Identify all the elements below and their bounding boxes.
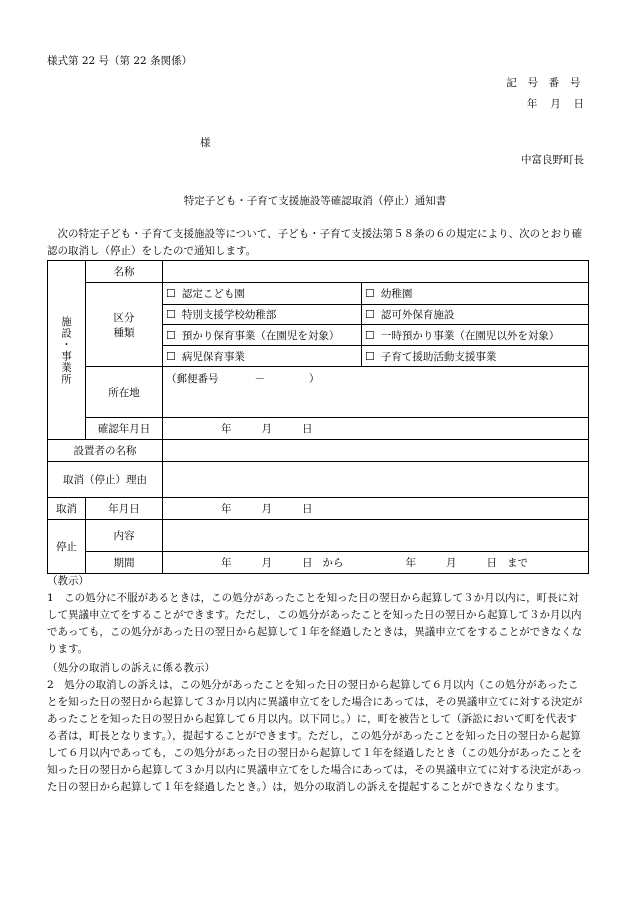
category-option[interactable]: ☐ 子育て援助活動支援事業 xyxy=(362,346,589,367)
document-title: 特定子ども・子育て支援施設等確認取消（停止）通知書 xyxy=(183,195,447,207)
checkbox-icon: ☐ xyxy=(365,308,375,321)
category-option[interactable]: ☐ 幼稚園 xyxy=(362,283,589,305)
notice-table xyxy=(47,260,589,574)
checkbox-icon: ☐ xyxy=(166,328,176,342)
notes-body-2: 2 処分の取消しの訴えは，この処分があったことを知った日の翌日から起算して６月以内（この処分があったことを知った日の翌日から起算して３か月以内に異議申立てをした場合にあっては，その異議申立てに対する決定があったことを知った日の翌日から起算して６月以内。以下同じ。）に，町を被告として（訴訟において町を代表する者は，町長となります。），提起することができます。ただし，この処分があったことを知った日の翌日から起算して６月以内であっても，この処分があった日の翌日から起算して１年を経過したとき（この処分があったことを知った日の翌日から起算して３か月以内に異議申立てをした場合にあっては，その異議申立てに対する決定があった日の翌日から起算して１年を経過したとき。）は，処分の取消しの訴えを提起することができなくなります。 xyxy=(47,679,583,793)
addressee: 様 xyxy=(200,137,211,149)
name-label: 名称 xyxy=(86,261,163,283)
reason-label: 取消（停止）理由 xyxy=(48,462,163,498)
location-value[interactable]: （郵便番号 － ） xyxy=(163,367,589,418)
category-option[interactable]: ☐ 認可外保育施設 xyxy=(362,305,589,325)
content-label: 内容 xyxy=(86,520,163,552)
location-label: 所在地 xyxy=(86,367,163,418)
issuer: 中富良野町長 xyxy=(521,154,584,166)
facility-header: 施設・事業所 xyxy=(48,261,86,440)
cancel-date-label: 年月日 xyxy=(86,498,163,520)
record-number: 記 号 番 号 xyxy=(506,77,584,89)
issue-date: 年 月 日 xyxy=(526,98,584,110)
content-value[interactable] xyxy=(163,520,589,552)
notes-heading-1: （教示） xyxy=(47,575,89,587)
cancel-label: 取消 xyxy=(48,498,86,520)
period-label: 期間 xyxy=(86,552,163,574)
notes-heading-2: （処分の取消しの訴えに係る教示） xyxy=(47,662,215,674)
form-number: 様式第 22 号（第 22 条関係） xyxy=(47,55,193,67)
notes-body-1: 1 この処分に不服があるときは，この処分があったことを知った日の翌日から起算して３か月以内に，町長に対して異議申立てをすることができます。ただし，この処分があったことを知った日の翌日から起算して３か月以内であっても，この処分があった日の翌日から起算して１年を経過したときは，異議申立てをすることができなくなります。 xyxy=(47,592,583,655)
category-option[interactable]: ☐ 一時預かり事業（在園児以外を対象） xyxy=(362,325,589,346)
checkbox-icon: ☐ xyxy=(365,328,375,342)
founder-value[interactable] xyxy=(163,440,589,462)
period-value[interactable]: 年 月 日 から 年 月 日 まで xyxy=(163,552,589,574)
reason-value[interactable] xyxy=(163,462,589,498)
intro-text: 次の特定子ども・子育て支援施設等について、子ども・子育て支援法第５８条の６の規定により、次のとおり確認の取消し（停止）をしたので通知します。 xyxy=(47,228,583,257)
checkbox-icon: ☐ xyxy=(166,308,176,321)
category-label: 区分 種類 xyxy=(86,283,163,367)
category-option[interactable]: ☐ 認定こども園 xyxy=(163,283,362,305)
suspend-label: 停止 xyxy=(48,520,86,574)
confirm-date-label: 確認年月日 xyxy=(86,418,163,440)
name-value[interactable] xyxy=(163,261,589,283)
checkbox-icon: ☐ xyxy=(166,287,176,300)
founder-label: 設置者の名称 xyxy=(48,440,163,462)
category-option[interactable]: ☐ 特別支援学校幼稚部 xyxy=(163,305,362,325)
checkbox-icon: ☐ xyxy=(365,287,375,300)
category-option[interactable]: ☐ 病児保育事業 xyxy=(163,346,362,367)
checkbox-icon: ☐ xyxy=(166,349,176,363)
category-option[interactable]: ☐ 預かり保育事業（在園児を対象） xyxy=(163,325,362,346)
confirm-date-value[interactable]: 年 月 日 xyxy=(163,418,589,440)
cancel-date-value[interactable]: 年 月 日 xyxy=(163,498,589,520)
checkbox-icon: ☐ xyxy=(365,349,375,363)
